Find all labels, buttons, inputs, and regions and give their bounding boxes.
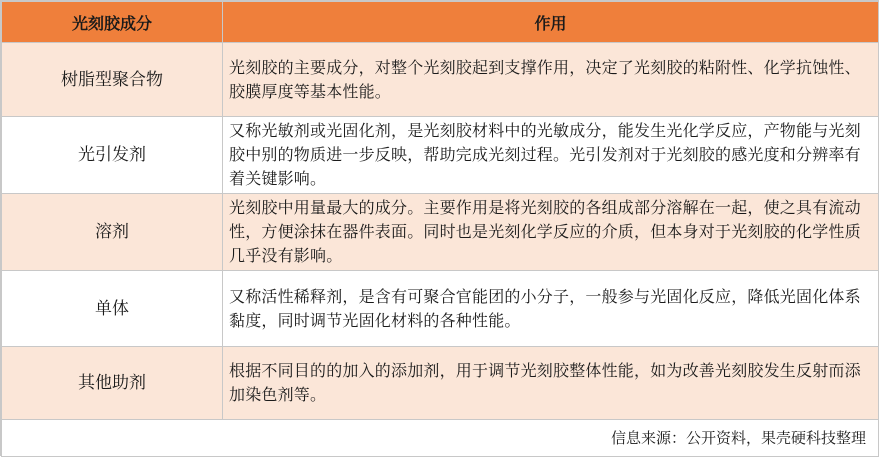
component-name: 树脂型聚合物 [2, 43, 223, 117]
component-name: 单体 [2, 271, 223, 347]
table-row [2, 347, 879, 420]
component-name: 光引发剂 [2, 117, 223, 194]
photoresist-components-table [1, 1, 879, 457]
table-row [2, 271, 879, 347]
component-role: 又称活性稀释剂，是含有可聚合官能团的小分子，一般参与光固化反应，降低光固化体系黏度，同时调节光固化材料的各种性能。 [223, 271, 879, 347]
header-component: 光刻胶成分 [2, 2, 223, 43]
table-row [2, 194, 879, 271]
component-role: 根据不同目的的加入的添加剂，用于调节光刻胶整体性能，如为改善光刻胶发生反射而添加染色剂等。 [223, 347, 879, 420]
table-row [2, 117, 879, 194]
table-header-row [2, 2, 879, 43]
source-row [2, 420, 879, 457]
component-name: 其他助剂 [2, 347, 223, 420]
component-name: 溶剂 [2, 194, 223, 271]
header-role: 作用 [223, 2, 879, 43]
table-row [2, 43, 879, 117]
component-role: 光刻胶的主要成分，对整个光刻胶起到支撑作用，决定了光刻胶的粘附性、化学抗蚀性、胶膜厚度等基本性能。 [223, 43, 879, 117]
component-role: 又称光敏剂或光固化剂，是光刻胶材料中的光敏成分，能发生光化学反应，产物能与光刻胶中别的物质进一步反映，帮助完成光刻过程。光引发剂对于光刻胶的感光度和分辨率有着关键影响。 [223, 117, 879, 194]
source-note: 信息来源：公开资料，果壳硬科技整理 [2, 420, 879, 457]
component-role: 光刻胶中用量最大的成分。主要作用是将光刻胶的各组成部分溶解在一起，使之具有流动性，方便涂抹在器件表面。同时也是光刻化学反应的介质，但本身对于光刻胶的化学性质几乎没有影响。 [223, 194, 879, 271]
